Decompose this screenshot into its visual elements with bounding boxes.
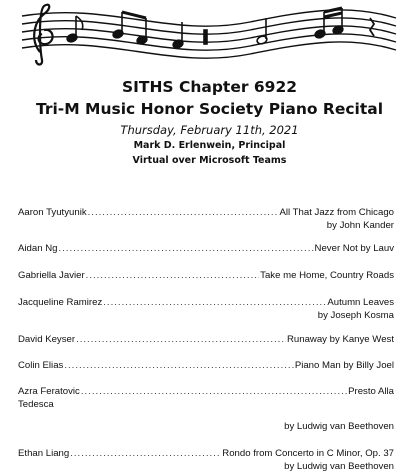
dot-leader xyxy=(81,385,347,398)
program-entry xyxy=(18,242,394,255)
piece-title: Never Not by Lauv xyxy=(314,243,394,254)
composer: by Ludwig van Beethoven xyxy=(284,461,394,472)
dot-leader xyxy=(70,447,221,460)
program-entry xyxy=(18,296,394,322)
piece-title: Runaway by Kanye West xyxy=(286,334,394,345)
program-entry xyxy=(18,359,394,372)
dot-leader xyxy=(58,242,313,255)
performer-name: Jacqueline Ramirez xyxy=(18,297,103,308)
recital-title: Tri-M Music Honor Society Piano Recital xyxy=(35,100,384,118)
piece-title: Autumn Leaves xyxy=(327,297,394,308)
program-entry xyxy=(18,333,394,346)
recital-date: Thursday, February 11th, 2021 xyxy=(120,123,299,137)
piece-title: Presto Alla xyxy=(348,386,394,397)
composer: by Ludwig van Beethoven xyxy=(284,421,394,432)
performer-name: Colin Elias xyxy=(18,360,64,371)
piece-title: Take me Home, Country Roads xyxy=(260,270,394,281)
music-staff-graphic xyxy=(0,0,419,72)
performer-name: Aaron Tyutyunik xyxy=(18,207,87,218)
program-entry xyxy=(18,447,394,473)
program-entry xyxy=(18,385,394,433)
dot-leader xyxy=(88,206,279,219)
piece-title: Rondo from Concerto in C Minor, Op. 37 xyxy=(222,448,394,459)
principal-name: Mark D. Erlenwein, Principal xyxy=(133,140,286,151)
composer: by Joseph Kosma xyxy=(317,310,394,321)
program-entry xyxy=(18,206,394,232)
performer-name: Azra Feratovic xyxy=(18,386,80,397)
chapter-title: SITHS Chapter 6922 xyxy=(121,78,298,96)
dot-leader xyxy=(103,296,326,309)
piece-title-continuation: Tedesca xyxy=(18,399,54,410)
piece-title: Piano Man by Billy Joel xyxy=(294,360,394,371)
dot-leader xyxy=(86,269,260,282)
program-entry xyxy=(18,269,394,282)
venue: Virtual over Microsoft Teams xyxy=(132,155,287,166)
performer-name: David Keyser xyxy=(18,334,76,345)
dot-leader xyxy=(64,359,293,372)
piece-title: All That Jazz from Chicago xyxy=(279,207,394,218)
composer: by John Kander xyxy=(326,220,394,231)
performer-name: Gabriella Javier xyxy=(18,270,85,281)
performer-name: Aidan Ng xyxy=(18,243,58,254)
recital-header xyxy=(0,76,419,168)
program-list xyxy=(18,206,394,473)
dot-leader xyxy=(76,333,286,346)
performer-name: Ethan Liang xyxy=(18,448,70,459)
